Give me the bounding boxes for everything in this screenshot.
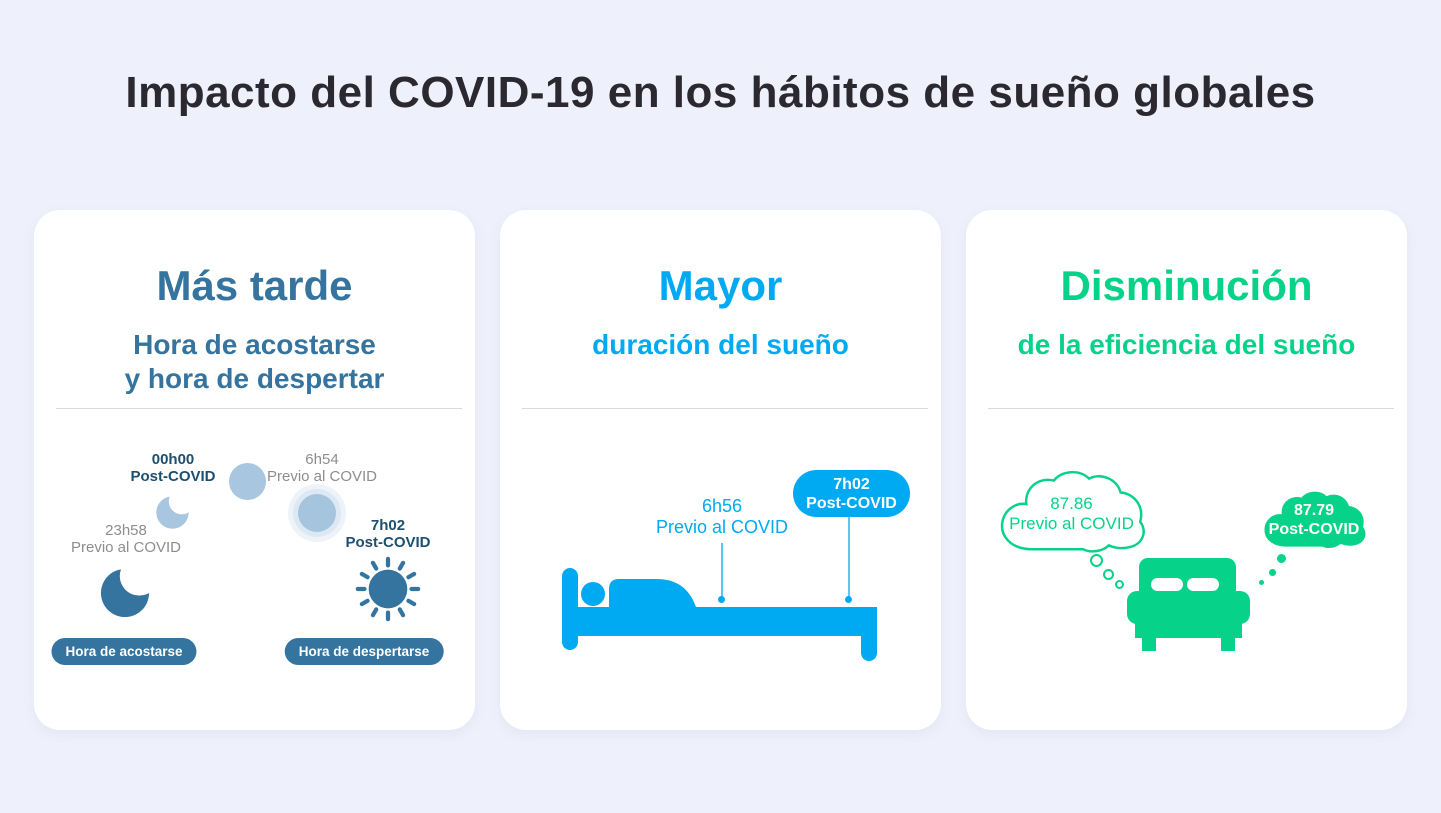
- card3-title: Disminución: [1060, 262, 1313, 309]
- page-title: Impacto del COVID-19 en los hábitos de sueño globales: [125, 68, 1316, 117]
- bedtime-pre-covid-label: 23h58 Previo al COVID: [70, 522, 182, 556]
- card-bedtime-waketime: [34, 210, 475, 730]
- wake-pre-covid-label: 6h54 Previo al COVID: [266, 451, 378, 485]
- duration-post-covid-bubble: 7h02 Post-COVID: [793, 470, 910, 517]
- wake-pill: Hora de despertarse: [285, 638, 444, 665]
- rising-sun-halo-icon: [298, 494, 336, 532]
- card1-title: Más tarde: [156, 262, 353, 309]
- bed-side-icon: [562, 565, 877, 675]
- card1-divider: [56, 408, 462, 409]
- full-moon-icon: [229, 463, 266, 500]
- card3-subtitle: de la eficiencia del sueño: [1017, 329, 1356, 360]
- card2-title: Mayor: [658, 262, 783, 309]
- duration-pre-covid-label: 6h56 Previo al COVID: [655, 496, 789, 537]
- bedtime-post-covid-label: 00h00 Post-COVID: [130, 451, 216, 485]
- thought-dot: [1115, 580, 1124, 589]
- card3-divider: [988, 408, 1394, 409]
- crescent-moon-small-icon: [154, 494, 191, 536]
- efficiency-post-covid-cloud: [1258, 488, 1370, 552]
- bed-front-icon: [1125, 558, 1252, 658]
- bedtime-pill: Hora de acostarse: [51, 638, 196, 665]
- sun-icon: [355, 556, 421, 627]
- efficiency-post-covid-label: 87.79 Post-COVID: [1268, 502, 1360, 538]
- efficiency-pre-covid-cloud: [993, 468, 1150, 556]
- card2-divider: [522, 408, 928, 409]
- thought-dot: [1259, 580, 1264, 585]
- efficiency-pre-covid-label: 87.86 Previo al COVID: [1009, 494, 1134, 533]
- thought-dot: [1269, 569, 1276, 576]
- card-sleep-duration: [500, 210, 941, 730]
- card-sleep-efficiency: [966, 210, 1407, 730]
- crescent-moon-big-icon: [99, 567, 151, 624]
- card1-subtitle: Hora de acostarse y hora de despertar: [124, 329, 385, 394]
- card2-subtitle: duración del sueño: [592, 329, 849, 360]
- wake-post-covid-label: 7h02 Post-COVID: [345, 517, 431, 551]
- cards-row: [34, 210, 1407, 730]
- thought-dot: [1103, 569, 1114, 580]
- thought-dot: [1090, 554, 1103, 567]
- thought-dot: [1277, 554, 1286, 563]
